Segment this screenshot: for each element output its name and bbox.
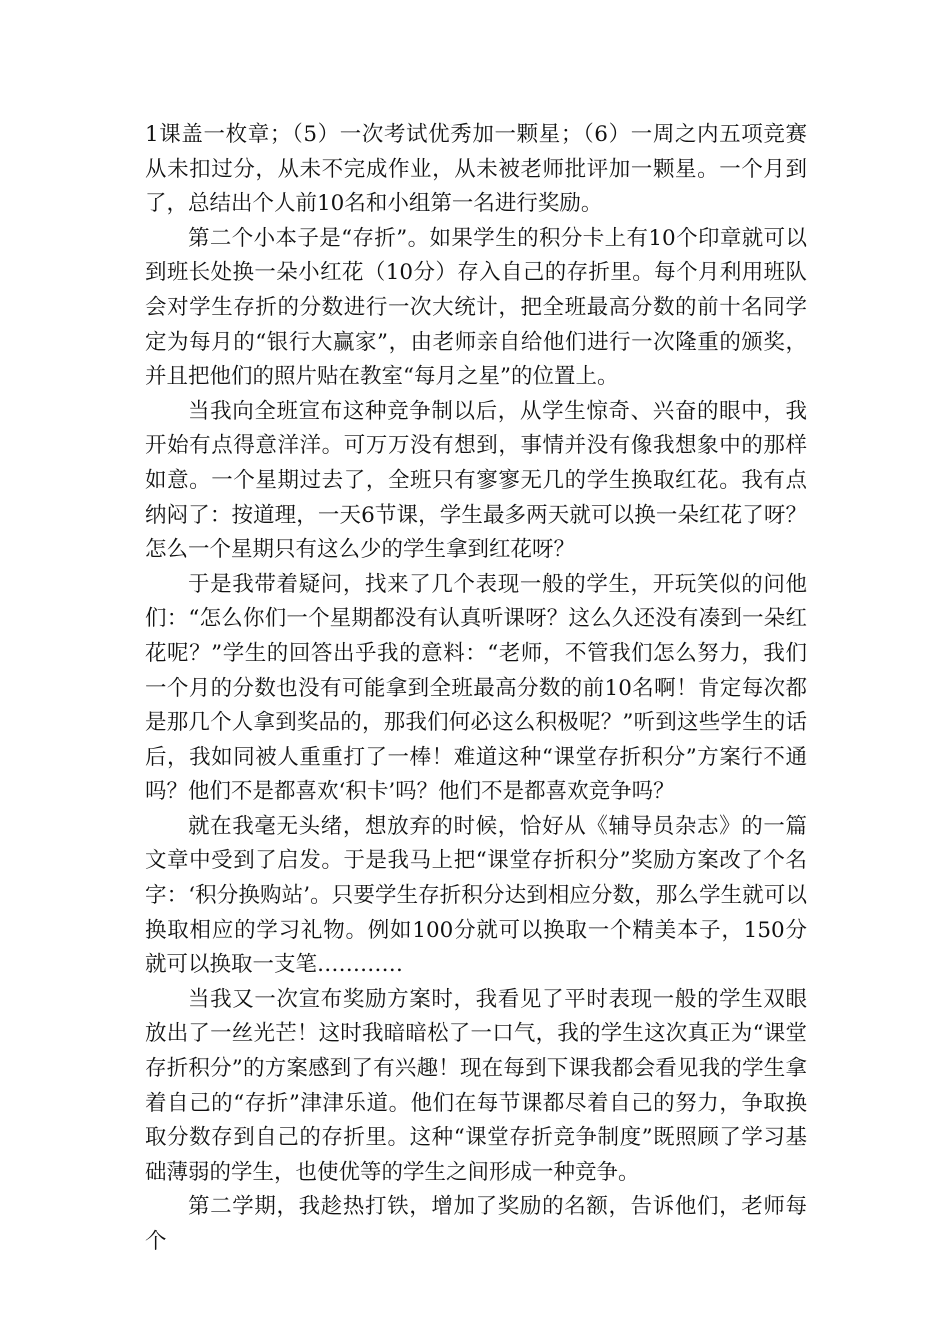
paragraph-4: 于是我带着疑问，找来了几个表现一般的学生，开玩笑似的问他们：“怎么你们一个星期都没有认真听课呀？这么久还没有凑到一朵红花呢？”学生的回答出乎我的意料：“老师，不管我们怎么努力，我们一个月的分数也没有可能拿到全班最高分数的前10名啊！肯定每次都是那几个人拿到奖品的，那我们何必这么积极呢？”听到这些学生的话后，我如同被人重重打了一棒！难道这种“课堂存折积分”方案行不通吗？他们不是都喜欢‘积卡’吗？他们不是都喜欢竞争吗？ xyxy=(145,571,807,805)
paragraph-2: 第二个小本子是“存折”。如果学生的积分卡上有10个印章就可以到班长处换一朵小红花（10分）存入自己的存折里。每个月利用班队会对学生存折的分数进行一次大统计，把全班最高分数的前十名同学定为每月的“银行大赢家”，由老师亲自给他们进行一次隆重的颁奖，并且把他们的照片贴在教室“每月之星”的位置上。 xyxy=(145,225,807,390)
paragraph-3: 当我向全班宣布这种竞争制以后，从学生惊奇、兴奋的眼中，我开始有点得意洋洋。可万万没有想到，事情并没有像我想象中的那样如意。一个星期过去了，全班只有寥寥无几的学生换取红花。我有点纳闷了：按道理，一天6节课，学生最多两天就可以换一朵红花了呀？怎么一个星期只有这么少的学生拿到红花呀？ xyxy=(145,398,807,563)
document-body xyxy=(145,118,807,1260)
paragraph-6: 当我又一次宣布奖励方案时，我看见了平时表现一般的学生双眼放出了一丝光芒！这时我暗暗松了一口气，我的学生这次真正为“课堂存折积分”的方案感到了有兴趣！现在每到下课我都会看见我的学生拿着自己的“存折”津津乐道。他们在每节课都尽着自己的努力，争取换取分数存到自己的存折里。这种“课堂存折竞争制度”既照顾了学习基础薄弱的学生，也使优等的学生之间形成一种竞争。 xyxy=(145,986,807,1185)
paragraph-5: 就在我毫无头绪，想放弃的时候，恰好从《辅导员杂志》的一篇文章中受到了启发。于是我马上把“课堂存折积分”奖励方案改了个名字：‘积分换购站’。只要学生存折积分达到相应分数，那么学生就可以换取相应的学习礼物。例如100分就可以换取一个精美本子，150分就可以换取一支笔………… xyxy=(145,813,807,978)
paragraph-7: 第二学期，我趁热打铁，增加了奖励的名额，告诉他们，老师每个 xyxy=(145,1194,807,1254)
paragraph-1: 1课盖一枚章；（5）一次考试优秀加一颗星；（6）一周之内五项竞赛从未扣过分，从未不完成作业，从未被老师批评加一颗星。一个月到了，总结出个人前10名和小组第一名进行奖励。 xyxy=(145,122,807,217)
